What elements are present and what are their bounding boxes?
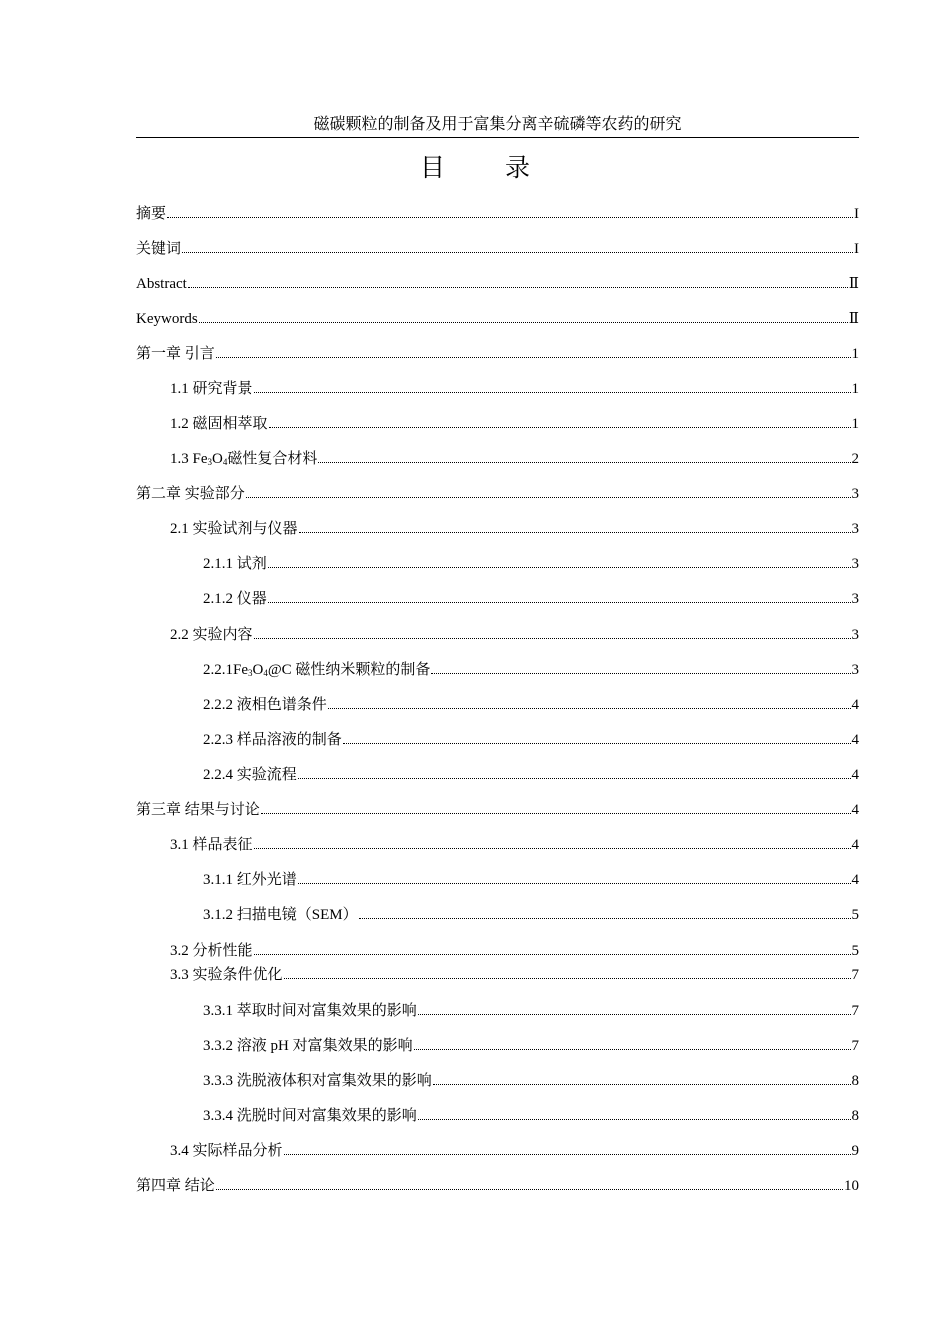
toc-entry[interactable]	[170, 378, 859, 400]
toc-entry-label: 3.2 分析性能	[170, 943, 253, 959]
toc-entry[interactable]	[136, 238, 859, 260]
toc-entry-page: 1	[851, 346, 859, 362]
toc-leader-dots	[299, 518, 851, 533]
toc-entry[interactable]	[136, 273, 859, 295]
page-header-title: 磁碳颗粒的制备及用于富集分离辛硫磷等农药的研究	[136, 114, 859, 138]
toc-leader-dots	[284, 964, 851, 979]
toc-entry-page: 4	[851, 767, 859, 783]
toc-entry-label: 2.2.2 液相色谱条件	[203, 697, 327, 713]
toc-entry[interactable]	[136, 343, 859, 365]
toc-entry[interactable]	[203, 588, 859, 610]
toc-entry-page: 8	[851, 1108, 859, 1124]
toc-entry-page: 4	[851, 802, 859, 818]
toc-leader-dots	[216, 1175, 843, 1190]
toc-leader-dots	[182, 238, 853, 253]
toc-entry-label: 第四章 结论	[136, 1178, 215, 1194]
toc-entry[interactable]	[170, 964, 859, 986]
toc-entry-label: 1.3 $Fe_3O_4$磁性复合材料	[170, 451, 318, 467]
toc-entry-page: 4	[851, 697, 859, 713]
toc-entry-page: 4	[851, 837, 859, 853]
toc-entry-page: 1	[851, 416, 859, 432]
toc-leader-dots	[254, 834, 851, 849]
toc-entry[interactable]	[170, 940, 859, 962]
toc-entry[interactable]	[203, 659, 859, 681]
toc-entry[interactable]	[170, 413, 859, 435]
toc-entry-label: Keywords	[136, 311, 198, 327]
toc-entry-label: 1.2 磁固相萃取	[170, 416, 268, 432]
toc-entry[interactable]	[170, 1140, 859, 1162]
toc-entry-label: 第一章 引言	[136, 346, 215, 362]
toc-entry-page: 7	[851, 967, 859, 983]
toc-entry-page: 1	[851, 381, 859, 397]
toc-entry-label: 2.1.1 试剂	[203, 556, 267, 572]
toc-entry[interactable]	[170, 448, 859, 470]
toc-leader-dots	[216, 343, 851, 358]
toc-entry[interactable]	[203, 764, 859, 786]
toc-entry[interactable]	[170, 834, 859, 856]
toc-entry-page: I	[854, 241, 859, 257]
toc-title: 目 录	[420, 153, 556, 182]
toc-entry[interactable]	[136, 483, 859, 505]
toc-entry-label: 3.3 实验条件优化	[170, 967, 283, 983]
toc-entry-label: 关键词	[136, 241, 182, 257]
toc-leader-dots	[418, 1000, 851, 1015]
toc-entry-label: 1.1 研究背景	[170, 381, 253, 397]
toc-entry-page: 5	[851, 943, 859, 959]
toc-leader-dots	[431, 659, 850, 674]
toc-entry-label: 2.2 实验内容	[170, 627, 253, 643]
toc-entry-page: 3	[851, 662, 859, 678]
toc-entry-page: 10	[844, 1178, 859, 1194]
toc-entry-page: 4	[851, 872, 859, 888]
toc-entry-page: 2	[851, 451, 859, 467]
toc-entry[interactable]	[203, 553, 859, 575]
toc-entry[interactable]	[203, 694, 859, 716]
toc-entry-label: Abstract	[136, 276, 187, 292]
toc-leader-dots	[254, 940, 851, 955]
toc-leader-dots	[418, 1105, 851, 1120]
toc-leader-dots	[328, 694, 851, 709]
toc-leader-dots	[246, 483, 851, 498]
toc-entry[interactable]	[203, 1035, 859, 1057]
toc-entry-label: 3.4 实际样品分析	[170, 1143, 283, 1159]
toc-entry[interactable]	[170, 624, 859, 646]
toc-leader-dots	[298, 764, 851, 779]
toc-entry-page: 5	[851, 907, 859, 923]
toc-entry[interactable]	[170, 518, 859, 540]
toc-entry-page: Ⅱ	[848, 276, 859, 292]
toc-entry[interactable]	[203, 1070, 859, 1092]
toc-leader-dots	[188, 273, 848, 288]
toc-entry-page: 7	[851, 1038, 859, 1054]
toc-entry[interactable]	[203, 869, 859, 891]
toc-entry[interactable]	[136, 308, 859, 330]
toc-entry-page: 3	[851, 556, 859, 572]
toc-leader-dots	[359, 904, 851, 919]
toc-entry-label: 第二章 实验部分	[136, 486, 245, 502]
toc-entry-page: 8	[851, 1073, 859, 1089]
toc-entry-label: 2.2.3 样品溶液的制备	[203, 732, 342, 748]
toc-entry[interactable]	[136, 799, 859, 821]
toc-entry-page: 9	[851, 1143, 859, 1159]
toc-leader-dots	[261, 799, 851, 814]
toc-entry[interactable]	[203, 904, 859, 926]
toc-entry[interactable]	[203, 729, 859, 751]
toc-entry-page: 3	[851, 591, 859, 607]
toc-entry[interactable]	[203, 1105, 859, 1127]
toc-leader-dots	[298, 869, 851, 884]
toc-leader-dots	[433, 1070, 851, 1085]
toc-leader-dots	[268, 588, 851, 603]
toc-entry-page: 7	[851, 1003, 859, 1019]
toc-entry-label: 3.1 样品表征	[170, 837, 253, 853]
toc-entry-label: 3.3.3 洗脱液体积对富集效果的影响	[203, 1073, 432, 1089]
toc-entry-label: 摘要	[136, 206, 167, 222]
toc-entry-label: 2.2.4 实验流程	[203, 767, 297, 783]
toc-entry-page: I	[854, 206, 859, 222]
toc-entry-label: 2.1 实验试剂与仪器	[170, 521, 298, 537]
toc-leader-dots	[318, 448, 850, 463]
toc-entry-page: 4	[851, 732, 859, 748]
toc-leader-dots	[268, 553, 851, 568]
toc-entry-page: 3	[851, 486, 859, 502]
toc-entry[interactable]	[136, 203, 859, 225]
toc-entry-label: 3.1.2 扫描电镜（SEM）	[203, 907, 358, 923]
toc-entry-page: 3	[851, 627, 859, 643]
toc-entry-page: Ⅱ	[848, 311, 859, 327]
toc-entry-label: 3.3.1 萃取时间对富集效果的影响	[203, 1003, 417, 1019]
toc-entry-label: 3.3.4 洗脱时间对富集效果的影响	[203, 1108, 417, 1124]
toc-entry-label: 第三章 结果与讨论	[136, 802, 260, 818]
toc-leader-dots	[254, 624, 851, 639]
toc-entry-label: $2.2.1Fe_3O_4@C$ 磁性纳米颗粒的制备	[203, 662, 431, 678]
toc-entry[interactable]	[203, 1000, 859, 1022]
toc-entry-label: 2.1.2 仪器	[203, 591, 267, 607]
toc-leader-dots	[254, 378, 851, 393]
toc-leader-dots	[199, 308, 848, 323]
toc-leader-dots	[284, 1140, 851, 1155]
toc-leader-dots	[269, 413, 851, 428]
toc-leader-dots	[343, 729, 851, 744]
toc-entry-label: 3.1.1 红外光谱	[203, 872, 297, 888]
toc-entry-page: 3	[851, 521, 859, 537]
toc-entry-label: 3.3.2 溶液 pH 对富集效果的影响	[203, 1038, 413, 1054]
toc-leader-dots	[414, 1035, 851, 1050]
toc-leader-dots	[167, 203, 853, 218]
toc-entry[interactable]	[136, 1175, 859, 1197]
